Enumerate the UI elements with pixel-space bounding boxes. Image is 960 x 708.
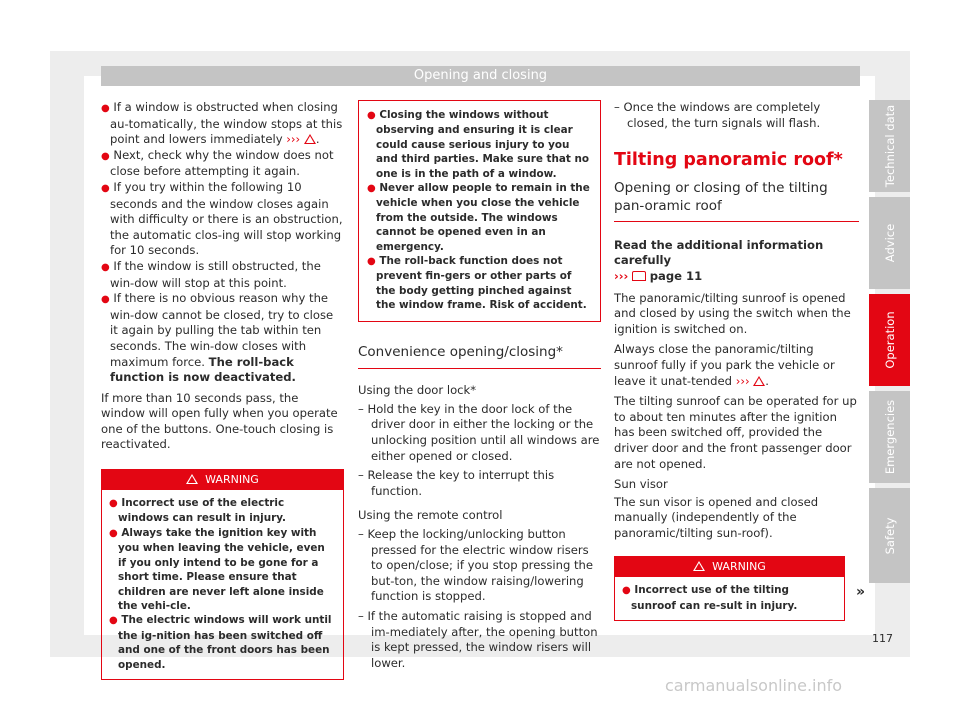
- list-item: ● If there is no obvious reason why the win-dow cannot be closed, try to close it again by pulling the tab within ten seconds. The win-dow closes with maximum force. The roll-back function is now deactivated.: [101, 291, 334, 385]
- list-item: ● Always take the ignition key with you when leaving the vehicle, even if you only intend to be gone for a short time. Please ensure that children are never left alone inside the vehi-cle.: [109, 526, 325, 612]
- tab-safety[interactable]: Safety: [869, 488, 910, 583]
- bullet-icon: ●: [101, 182, 110, 194]
- list-item: – Hold the key in the door lock of the driver door in either the locking or the unlocking position until all windows are either opened or closed.: [358, 401, 600, 463]
- bullet-icon: ●: [101, 261, 110, 273]
- list-item: – Once the windows are completely closed, the turn signals will flash.: [614, 100, 821, 130]
- paragraph: The panoramic/tilting sunroof is opened and closed by using the switch when the ignition is switched on.: [614, 290, 851, 336]
- warning-body: [102, 490, 343, 679]
- list-item: – If the automatic raising is stopped and im-mediately after, the opening button is kept pressed, the window risers will lower.: [358, 609, 598, 670]
- bullet-icon: ●: [101, 103, 110, 114]
- page-reference-link[interactable]: page 11: [649, 268, 703, 283]
- warning-header: WARNING: [102, 470, 343, 490]
- warning-icon: [304, 134, 316, 144]
- column-2: [358, 100, 601, 675]
- bullet-icon: ●: [101, 294, 110, 306]
- warning-icon: [186, 474, 198, 484]
- list-item: ● If you try within the following 10 seconds and the window closes again with difficulty or there is an obstruction, the automatic clos-ing will stop working for 10 seconds.: [101, 179, 343, 258]
- bullet-icon: ●: [367, 110, 376, 121]
- list-item: ● Incorrect use of the electric windows can result in injury.: [109, 497, 287, 525]
- list-item: ● Next, check why the window does not close before attempting it again.: [101, 147, 334, 179]
- list-item: ● Closing the windows without observing and ensuring it is clear could cause serious injury to you and third parties. Make sure that no one is in the path of a window.: [367, 109, 589, 180]
- cross-reference-link[interactable]: ›››: [614, 268, 629, 283]
- watermark: carmanualsonline.info: [665, 676, 843, 695]
- list-item: – Release the key to interrupt this function.: [358, 468, 555, 498]
- column-3: [614, 100, 859, 621]
- tab-technical-data[interactable]: Technical data: [869, 100, 910, 192]
- bullet-icon: ●: [622, 585, 631, 597]
- bullet-icon: ●: [109, 615, 118, 627]
- bullet-icon: ●: [109, 527, 118, 539]
- list-item: ● If a window is obstructed when closing au-tomatically, the window stops at this point and lowers immediately ››› .: [101, 100, 343, 147]
- bullet-icon: ●: [109, 498, 118, 510]
- warning-box-continued: [358, 100, 601, 322]
- list-item: ● The roll-back function does not prevent fin-gers or other parts of the body getting pinched against the window frame. Risk of accident.: [367, 255, 587, 312]
- section-subheading: Opening or closing of the tilting pan-oramic roof: [614, 179, 859, 222]
- list-item: ● If the window is still obstructed, the win-dow will stop at this point.: [101, 258, 321, 290]
- bullet-icon: ●: [367, 256, 376, 268]
- subheading: Sun visor: [614, 477, 668, 492]
- paragraph: If more than 10 seconds pass, the window will open fully when you operate one of the buttons. One-touch closing is reactivated.: [101, 390, 338, 452]
- warning-icon: [753, 376, 765, 386]
- read-more-note: Read the additional information carefully ››› page 11: [614, 237, 824, 283]
- warning-header: WARNING: [615, 557, 844, 577]
- list-item: ● Incorrect use of the tilting sunroof can re-sult in injury.: [622, 584, 798, 612]
- paragraph: Always close the panoramic/tilting sunroof fully if you park the vehicle or leave it unat-tended ››› .: [614, 342, 835, 388]
- bullet-icon: ●: [367, 183, 376, 195]
- list-item: ● Never allow people to remain in the vehicle when you close the vehicle from the outside. The windows cannot be opened even in an emergency.: [367, 182, 590, 253]
- page-header: Opening and closing: [101, 66, 860, 86]
- cross-reference-link[interactable]: ›››: [735, 373, 750, 388]
- warning-icon: [693, 561, 705, 571]
- tab-emergencies[interactable]: Emergencies: [869, 391, 910, 483]
- paragraph: The tilting sunroof can be operated for up to about ten minutes after the ignition has been switched off, provided the driver door and the front passenger door are not opened.: [614, 394, 857, 471]
- subheading: Using the door lock*: [358, 383, 477, 398]
- warning-box: [101, 469, 344, 680]
- book-icon: [632, 271, 646, 281]
- paragraph: The sun visor is opened and closed manually (independently of the panoramic/tilting sun-roof).: [614, 494, 819, 540]
- page-number: 117: [872, 632, 893, 645]
- continue-marker: »: [856, 584, 866, 600]
- warning-box: [614, 556, 845, 621]
- section-title: Convenience opening/closing*: [358, 345, 601, 370]
- subheading: Using the remote control: [358, 508, 503, 523]
- warning-body: [615, 577, 844, 620]
- tab-operation[interactable]: Operation: [869, 294, 910, 386]
- bullet-icon: ●: [101, 150, 110, 162]
- tab-advice[interactable]: Advice: [869, 197, 910, 289]
- column-1: [101, 100, 344, 680]
- list-item: ● The electric windows will work until the ig-nition has been switched off and one of the front doors has been opened.: [109, 614, 332, 671]
- list-item: – Keep the locking/unlocking button pressed for the electric window risers to open/close; if you stop pressing the but-ton, the window raising/lowering function is stopped.: [358, 527, 594, 604]
- section-heading: Tilting panoramic roof*: [614, 150, 843, 171]
- cross-reference-link[interactable]: ›››: [286, 132, 301, 147]
